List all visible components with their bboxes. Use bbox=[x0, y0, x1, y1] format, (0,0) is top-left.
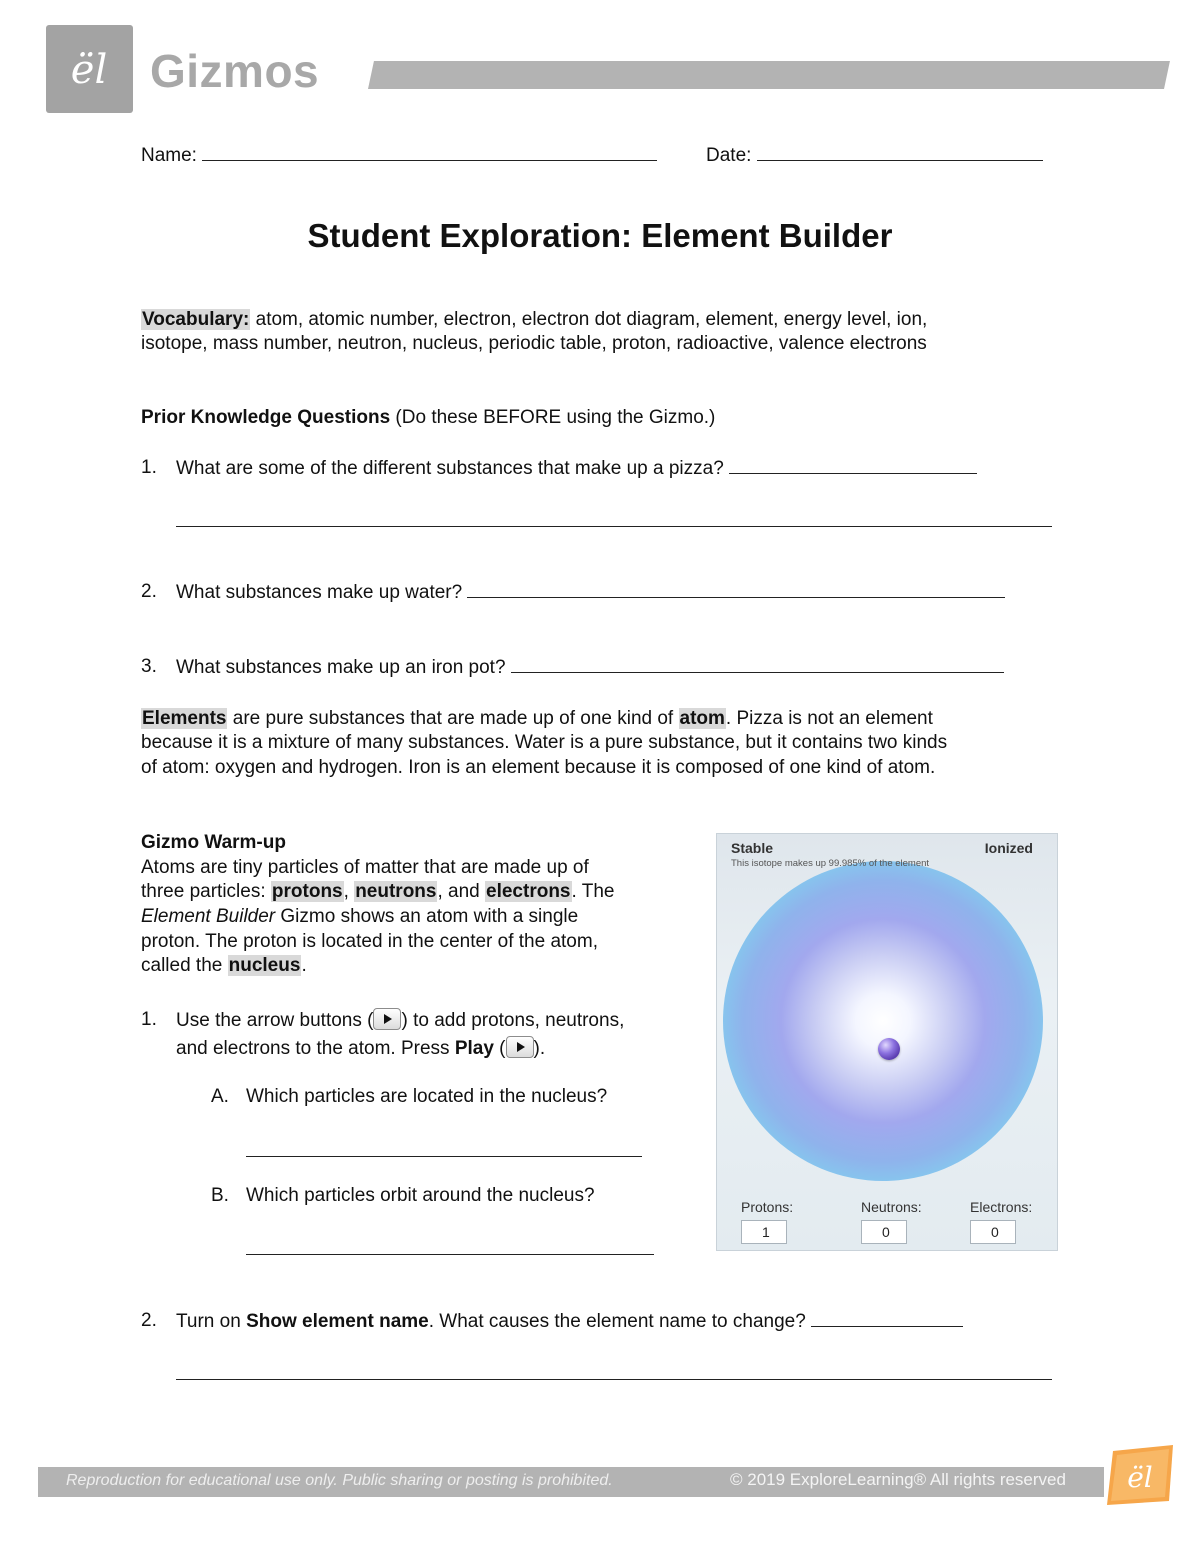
date-field[interactable] bbox=[706, 143, 1043, 169]
warmup-line-5 bbox=[141, 954, 307, 979]
warmup-text-e: . bbox=[301, 955, 307, 976]
vocabulary-line-2: isotope, mass number, neutron, nucleus, periodic table, proton, radioactive, valence electrons bbox=[141, 333, 927, 354]
warmup-title: Gizmo Warm-up bbox=[141, 832, 286, 853]
warmup-q2-answer-blank[interactable] bbox=[811, 1309, 963, 1327]
header-bar bbox=[368, 61, 1170, 89]
warmup-heading bbox=[141, 831, 286, 856]
pk-question-1 bbox=[141, 456, 157, 481]
ionized-label: Ionized bbox=[984, 840, 1033, 856]
footer-disclaimer: Reproduction for educational use only. Public sharing or posting is prohibited. bbox=[66, 1472, 613, 1489]
explorelearning-badge-icon bbox=[1103, 1443, 1177, 1507]
warmup-qB-text: Which particles orbit around the nucleus? bbox=[246, 1185, 595, 1206]
protons-count: 1 bbox=[741, 1220, 787, 1244]
page-title: Student Exploration: Element Builder bbox=[307, 217, 893, 254]
pk-question-3 bbox=[176, 655, 1004, 681]
elements-para-line-2: because it is a mixture of many substances. Water is a pure substance, but it contains two kinds bbox=[141, 732, 948, 753]
pk-question-3-num: 3. bbox=[141, 656, 157, 677]
gizmos-logo bbox=[46, 25, 133, 113]
stable-label: Stable bbox=[731, 840, 774, 856]
brand-name: Gizmos bbox=[150, 45, 320, 97]
play-button-icon bbox=[506, 1036, 534, 1058]
elements-para-text-1: are pure substances that are made up of one kind of bbox=[227, 708, 679, 729]
warmup-q2-text-a: Turn on bbox=[176, 1311, 247, 1332]
explorelearning-footer-logo bbox=[1103, 1443, 1177, 1512]
name-field[interactable] bbox=[141, 143, 657, 169]
warmup-q2-num: 2. bbox=[141, 1310, 157, 1331]
pk-answer-1-line-2[interactable] bbox=[176, 526, 1052, 527]
warmup-q1-text-c: and electrons to the atom. Press bbox=[176, 1038, 455, 1059]
show-element-name-label: Show element name bbox=[246, 1311, 429, 1332]
prior-knowledge-note: (Do these BEFORE using the Gizmo.) bbox=[390, 407, 716, 428]
electrons-count: 0 bbox=[970, 1220, 1016, 1244]
warmup-q1-text-e: ). bbox=[533, 1038, 546, 1059]
neutrons-label: Neutrons: bbox=[861, 1199, 922, 1215]
warmup-qA-letter: A. bbox=[211, 1086, 229, 1107]
explorelearning-logo-icon bbox=[46, 25, 133, 113]
pk-answer-2-blank[interactable] bbox=[467, 580, 1005, 598]
isotope-note: This isotope makes up 99.985% of the element bbox=[731, 858, 930, 869]
warmup-q1-text-b: ) to add protons, neutrons, bbox=[401, 1010, 625, 1031]
pk-question-2-text: What substances make up water? bbox=[176, 582, 463, 603]
prior-knowledge-heading bbox=[141, 406, 715, 431]
electron-cloud bbox=[723, 861, 1043, 1181]
name-blank[interactable] bbox=[202, 143, 657, 161]
warmup-q1-num: 1. bbox=[141, 1009, 157, 1030]
term-neutrons: neutrons bbox=[355, 881, 437, 902]
warmup-qA-text: Which particles are located in the nucleus? bbox=[246, 1086, 608, 1107]
vocabulary-terms-1: atom, atomic number, electron, electron dot diagram, element, energy level, ion, bbox=[250, 309, 928, 330]
gizmo-name-italic: Element Builder bbox=[141, 906, 276, 927]
warmup-q1-line-1 bbox=[176, 1008, 624, 1034]
proton-nucleus bbox=[878, 1038, 900, 1060]
term-nucleus: nucleus bbox=[228, 955, 301, 976]
pk-question-2 bbox=[176, 580, 1005, 606]
warmup-line-3 bbox=[141, 905, 578, 930]
warmup-qB-letter: B. bbox=[211, 1185, 229, 1206]
warmup-and: , and bbox=[437, 881, 486, 902]
warmup-line-1: Atoms are tiny particles of matter that are made up of bbox=[141, 857, 589, 878]
vocabulary-label: Vocabulary: bbox=[142, 309, 250, 330]
term-elements: Elements bbox=[142, 708, 227, 729]
elements-para-line-3: of atom: oxygen and hydrogen. Iron is an element because it is composed of one kind of atom. bbox=[141, 757, 936, 778]
warmup-comma: , bbox=[343, 881, 349, 902]
warmup-text-d: called the bbox=[141, 955, 228, 976]
date-blank[interactable] bbox=[757, 143, 1043, 161]
warmup-text-a: three particles: bbox=[141, 881, 271, 902]
term-atom: atom bbox=[679, 708, 725, 729]
pk-answer-1-blank[interactable] bbox=[729, 456, 977, 474]
warmup-qA-answer-blank[interactable] bbox=[246, 1156, 642, 1157]
warmup-line-4: proton. The proton is located in the center of the atom, bbox=[141, 931, 598, 952]
warmup-line-2 bbox=[141, 880, 614, 905]
elements-para-text-2: . Pizza is not an element bbox=[725, 708, 933, 729]
footer-copyright: © 2019 ExploreLearning® All rights reserved bbox=[730, 1470, 1066, 1489]
pk-answer-3-blank[interactable] bbox=[511, 655, 1004, 673]
warmup-q1-text-d: ( bbox=[493, 1038, 506, 1059]
term-protons: protons bbox=[271, 881, 343, 902]
warmup-q2-text-b: . What causes the element name to change? bbox=[428, 1311, 806, 1332]
name-label: Name: bbox=[141, 145, 197, 166]
pk-question-1-num: 1. bbox=[141, 457, 157, 478]
date-label: Date: bbox=[706, 145, 752, 166]
pk-question-2-num: 2. bbox=[141, 581, 157, 602]
electrons-label: Electrons: bbox=[970, 1199, 1033, 1215]
pk-question-3-text: What substances make up an iron pot? bbox=[176, 657, 506, 678]
svg-text:ël: ël bbox=[1127, 1461, 1153, 1494]
warmup-q1-line-2 bbox=[176, 1036, 545, 1062]
pk-question-1-text-row bbox=[176, 456, 977, 482]
protons-label: Protons: bbox=[741, 1199, 794, 1215]
play-label: Play bbox=[454, 1038, 494, 1059]
element-builder-gizmo bbox=[716, 833, 1058, 1251]
warmup-q1-text-a: Use the arrow buttons ( bbox=[176, 1010, 374, 1031]
warmup-text-b: . The bbox=[571, 881, 615, 902]
arrow-button-icon bbox=[373, 1008, 401, 1030]
pk-question-1-text: What are some of the different substances that make up a pizza? bbox=[176, 458, 724, 479]
warmup-text-c: Gizmo shows an atom with a single bbox=[275, 906, 579, 927]
svg-text:ël: ël bbox=[70, 47, 108, 93]
warmup-q2-answer-line-2[interactable] bbox=[176, 1379, 1052, 1380]
term-electrons: electrons bbox=[486, 881, 571, 902]
warmup-qB-answer-blank[interactable] bbox=[246, 1254, 654, 1255]
elements-para-line-1 bbox=[141, 707, 933, 732]
prior-knowledge-title: Prior Knowledge Questions bbox=[141, 407, 391, 428]
vocabulary-line-1 bbox=[141, 308, 927, 333]
warmup-q2 bbox=[176, 1309, 963, 1335]
neutrons-count: 0 bbox=[861, 1220, 907, 1244]
